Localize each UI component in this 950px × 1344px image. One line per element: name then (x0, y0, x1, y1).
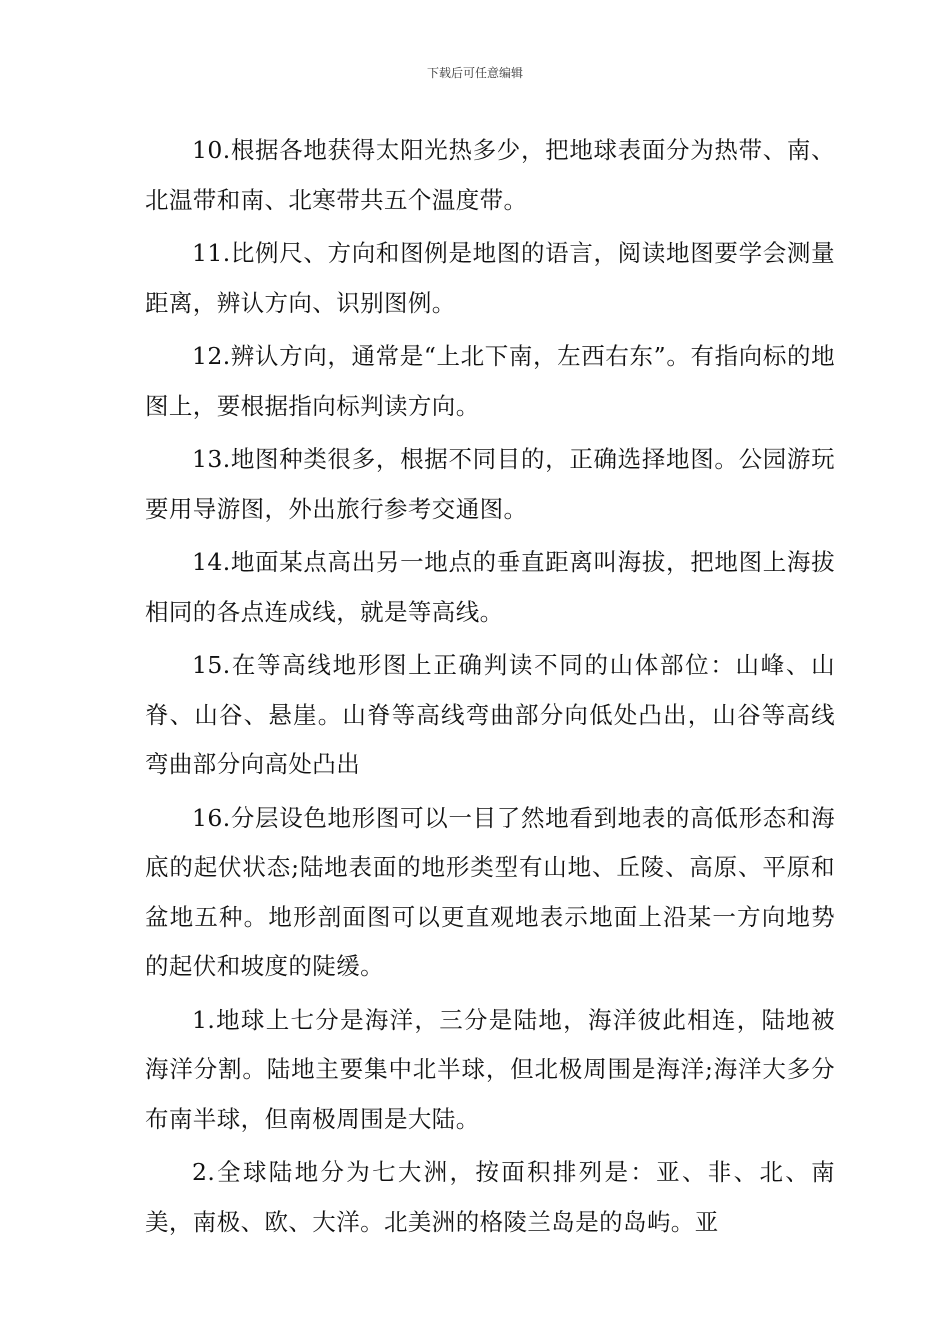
document-body (145, 126, 835, 1251)
paragraph-11: 11.比例尺、方向和图例是地图的语言，阅读地图要学会测量距离，辨认方向、识别图例。 (145, 239, 835, 317)
paragraph-10: 10.根据各地获得太阳光热多少，把地球表面分为热带、南、北温带和南、北寒带共五个温度带。 (145, 136, 835, 214)
page-header: 下载后可任意编辑 (426, 66, 523, 80)
paragraph-12: 12.辨认方向，通常是“上北下南，左西右东”。有指向标的地图上，要根据指向标判读方向。 (145, 342, 835, 420)
paragraph-15: 15.在等高线地形图上正确判读不同的山体部位：山峰、山脊、山谷、悬崖。山脊等高线弯曲部分向低处凸出，山谷等高线弯曲部分向高处凸出 (145, 651, 835, 778)
paragraph-14: 14.地面某点高出另一地点的垂直距离叫海拔，把地图上海拔相同的各点连成线，就是等高线。 (145, 548, 835, 626)
paragraph-2: 2.全球陆地分为七大洲，按面积排列是：亚、非、北、南美，南极、欧、大洋。北美洲的格陵兰岛是的岛屿。亚 (145, 1158, 835, 1236)
paragraph-16: 16.分层设色地形图可以一目了然地看到地表的高低形态和海底的起伏状态;陆地表面的地形类型有山地、丘陵、高原、平原和盆地五种。地形剖面图可以更直观地表示地面上沿某一方向地势的起伏和坡度的陡缓。 (145, 803, 835, 980)
paragraph-13: 13.地图种类很多，根据不同目的，正确选择地图。公园游玩要用导游图，外出旅行参考交通图。 (145, 445, 835, 523)
paragraph-1: 1.地球上七分是海洋，三分是陆地，海洋彼此相连，陆地被海洋分割。陆地主要集中北半球，但北极周围是海洋;海洋大多分布南半球，但南极周围是大陆。 (145, 1005, 835, 1133)
